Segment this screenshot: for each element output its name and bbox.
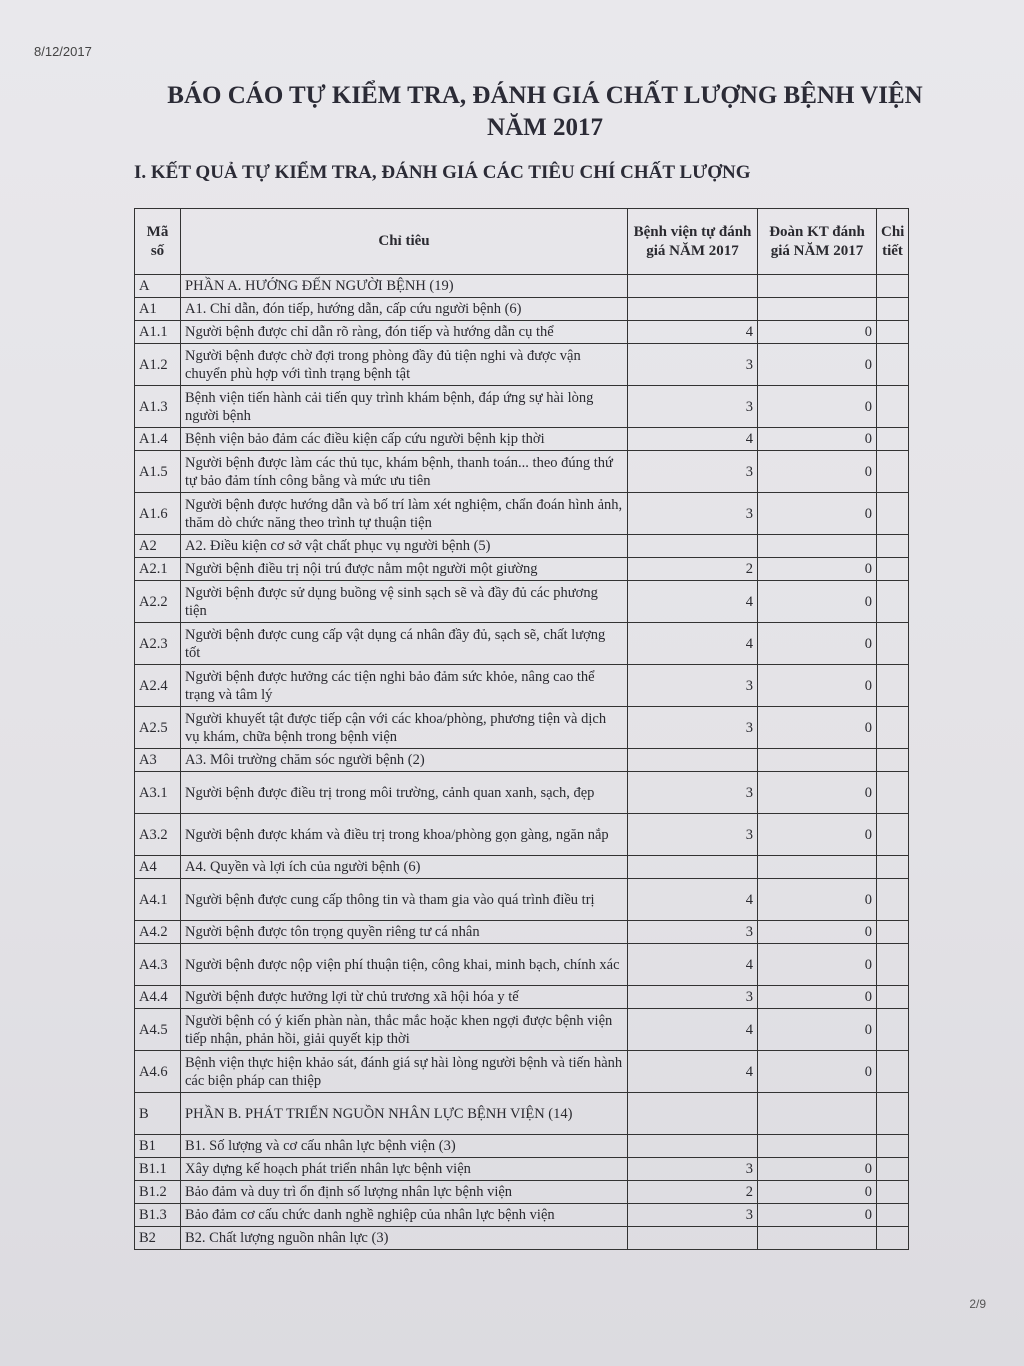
cell-team-eval: 0 bbox=[758, 707, 877, 749]
cell-team-eval: 0 bbox=[758, 428, 877, 451]
cell-team-eval bbox=[758, 1093, 877, 1135]
cell-criteria: Người bệnh được hưởng các tiện nghi bảo đảm sức khỏe, nâng cao thể trạng và tâm lý bbox=[181, 665, 628, 707]
cell-self-eval: 3 bbox=[628, 986, 758, 1009]
cell-team-eval: 0 bbox=[758, 493, 877, 535]
cell-self-eval: 4 bbox=[628, 1009, 758, 1051]
cell-detail bbox=[877, 1181, 909, 1204]
cell-criteria: Người bệnh được sử dụng buồng vệ sinh sạch sẽ và đầy đủ các phương tiện bbox=[181, 581, 628, 623]
cell-self-eval bbox=[628, 1227, 758, 1250]
cell-team-eval: 0 bbox=[758, 879, 877, 921]
criteria-table bbox=[134, 208, 909, 1250]
cell-team-eval: 0 bbox=[758, 558, 877, 581]
cell-criteria: A2. Điều kiện cơ sở vật chất phục vụ người bệnh (5) bbox=[181, 535, 628, 558]
cell-self-eval: 3 bbox=[628, 451, 758, 493]
cell-criteria: A3. Môi trường chăm sóc người bệnh (2) bbox=[181, 749, 628, 772]
cell-detail bbox=[877, 581, 909, 623]
cell-self-eval: 3 bbox=[628, 921, 758, 944]
cell-detail bbox=[877, 1227, 909, 1250]
cell-detail bbox=[877, 428, 909, 451]
table-row bbox=[135, 921, 909, 944]
cell-self-eval bbox=[628, 535, 758, 558]
table-row bbox=[135, 856, 909, 879]
table-row bbox=[135, 749, 909, 772]
cell-team-eval: 0 bbox=[758, 623, 877, 665]
cell-code: A1.5 bbox=[135, 451, 181, 493]
table-row bbox=[135, 1158, 909, 1181]
cell-self-eval: 2 bbox=[628, 1181, 758, 1204]
cell-code: B bbox=[135, 1093, 181, 1135]
cell-code: A4.5 bbox=[135, 1009, 181, 1051]
page-title bbox=[120, 80, 970, 144]
cell-criteria: Người bệnh điều trị nội trú được nằm một người một giường bbox=[181, 558, 628, 581]
table-row bbox=[135, 386, 909, 428]
cell-self-eval bbox=[628, 856, 758, 879]
cell-code: A3.2 bbox=[135, 814, 181, 856]
table-row bbox=[135, 1204, 909, 1227]
cell-detail bbox=[877, 493, 909, 535]
table-row bbox=[135, 558, 909, 581]
cell-criteria: B2. Chất lượng nguồn nhân lực (3) bbox=[181, 1227, 628, 1250]
cell-code: A4.1 bbox=[135, 879, 181, 921]
cell-criteria: Người bệnh được chỉ dẫn rõ ràng, đón tiếp và hướng dẫn cụ thể bbox=[181, 321, 628, 344]
cell-self-eval bbox=[628, 1093, 758, 1135]
cell-self-eval: 3 bbox=[628, 1158, 758, 1181]
table-row bbox=[135, 535, 909, 558]
cell-team-eval: 0 bbox=[758, 665, 877, 707]
cell-criteria: Người bệnh được hưởng lợi từ chủ trương xã hội hóa y tế bbox=[181, 986, 628, 1009]
cell-code: A2.5 bbox=[135, 707, 181, 749]
cell-team-eval: 0 bbox=[758, 1009, 877, 1051]
cell-team-eval: 0 bbox=[758, 944, 877, 986]
cell-criteria: Xây dựng kế hoạch phát triển nhân lực bệnh viện bbox=[181, 1158, 628, 1181]
cell-self-eval: 4 bbox=[628, 623, 758, 665]
cell-code: B1 bbox=[135, 1135, 181, 1158]
table-row bbox=[135, 581, 909, 623]
cell-team-eval bbox=[758, 749, 877, 772]
cell-detail bbox=[877, 1158, 909, 1181]
cell-team-eval: 0 bbox=[758, 1051, 877, 1093]
cell-team-eval: 0 bbox=[758, 1204, 877, 1227]
cell-detail bbox=[877, 386, 909, 428]
cell-team-eval: 0 bbox=[758, 321, 877, 344]
cell-detail bbox=[877, 707, 909, 749]
cell-detail bbox=[877, 665, 909, 707]
cell-code: B1.3 bbox=[135, 1204, 181, 1227]
cell-detail bbox=[877, 772, 909, 814]
cell-code: A4.4 bbox=[135, 986, 181, 1009]
cell-criteria: Người bệnh được hướng dẫn và bố trí làm xét nghiệm, chẩn đoán hình ảnh, thăm dò chức năng theo trình tự thuận tiện bbox=[181, 493, 628, 535]
cell-team-eval: 0 bbox=[758, 581, 877, 623]
cell-detail bbox=[877, 856, 909, 879]
cell-detail bbox=[877, 451, 909, 493]
cell-criteria: Bảo đảm cơ cấu chức danh nghề nghiệp của nhân lực bệnh viện bbox=[181, 1204, 628, 1227]
cell-self-eval: 3 bbox=[628, 344, 758, 386]
cell-detail bbox=[877, 558, 909, 581]
table-row bbox=[135, 772, 909, 814]
cell-criteria: Người bệnh được chờ đợi trong phòng đầy đủ tiện nghi và được vận chuyển phù hợp với tình trạng bệnh tật bbox=[181, 344, 628, 386]
table-row bbox=[135, 493, 909, 535]
print-date: 8/12/2017 bbox=[34, 44, 92, 59]
cell-team-eval: 0 bbox=[758, 814, 877, 856]
cell-criteria: B1. Số lượng và cơ cấu nhân lực bệnh viện (3) bbox=[181, 1135, 628, 1158]
table-row bbox=[135, 1051, 909, 1093]
cell-self-eval: 4 bbox=[628, 581, 758, 623]
col-header-team-eval: Đoàn KT đánh giá NĂM 2017 bbox=[758, 209, 877, 275]
cell-detail bbox=[877, 623, 909, 665]
cell-team-eval: 0 bbox=[758, 986, 877, 1009]
cell-criteria: Người bệnh được khám và điều trị trong khoa/phòng gọn gàng, ngăn nắp bbox=[181, 814, 628, 856]
cell-detail bbox=[877, 986, 909, 1009]
cell-self-eval: 4 bbox=[628, 944, 758, 986]
cell-criteria: Người bệnh được làm các thủ tục, khám bệnh, thanh toán... theo đúng thứ tự bảo đảm tính công bằng và mức ưu tiên bbox=[181, 451, 628, 493]
table-row bbox=[135, 298, 909, 321]
page-number: 2/9 bbox=[969, 1297, 986, 1311]
table-row bbox=[135, 1135, 909, 1158]
title-line-2: NĂM 2017 bbox=[487, 114, 603, 141]
cell-detail bbox=[877, 921, 909, 944]
cell-code: A2.4 bbox=[135, 665, 181, 707]
table-row bbox=[135, 944, 909, 986]
cell-code: A4.3 bbox=[135, 944, 181, 986]
table-row bbox=[135, 1227, 909, 1250]
table-row bbox=[135, 451, 909, 493]
cell-team-eval bbox=[758, 1135, 877, 1158]
cell-detail bbox=[877, 1204, 909, 1227]
cell-code: A2.3 bbox=[135, 623, 181, 665]
table-row bbox=[135, 321, 909, 344]
cell-team-eval: 0 bbox=[758, 772, 877, 814]
cell-criteria: Người bệnh được nộp viện phí thuận tiện, công khai, minh bạch, chính xác bbox=[181, 944, 628, 986]
cell-self-eval: 3 bbox=[628, 772, 758, 814]
cell-detail bbox=[877, 1135, 909, 1158]
cell-code: B2 bbox=[135, 1227, 181, 1250]
cell-criteria: PHẦN A. HƯỚNG ĐẾN NGƯỜI BỆNH (19) bbox=[181, 275, 628, 298]
cell-detail bbox=[877, 879, 909, 921]
cell-self-eval bbox=[628, 749, 758, 772]
cell-code: A bbox=[135, 275, 181, 298]
cell-team-eval bbox=[758, 1227, 877, 1250]
table-row bbox=[135, 665, 909, 707]
cell-code: A1 bbox=[135, 298, 181, 321]
table-row bbox=[135, 814, 909, 856]
cell-code: A3 bbox=[135, 749, 181, 772]
cell-code: A1.1 bbox=[135, 321, 181, 344]
cell-criteria: Người bệnh được cung cấp thông tin và tham gia vào quá trình điều trị bbox=[181, 879, 628, 921]
cell-code: A4 bbox=[135, 856, 181, 879]
title-line-1: BÁO CÁO TỰ KIỂM TRA, ĐÁNH GIÁ CHẤT LƯỢNG BỆNH VIỆN bbox=[167, 82, 923, 109]
cell-criteria: Bệnh viện tiến hành cải tiến quy trình khám bệnh, đáp ứng sự hài lòng người bệnh bbox=[181, 386, 628, 428]
cell-detail bbox=[877, 1093, 909, 1135]
cell-self-eval: 4 bbox=[628, 321, 758, 344]
cell-code: A4.6 bbox=[135, 1051, 181, 1093]
cell-code: A1.6 bbox=[135, 493, 181, 535]
cell-criteria: Người bệnh được tôn trọng quyền riêng tư cá nhân bbox=[181, 921, 628, 944]
cell-self-eval: 3 bbox=[628, 665, 758, 707]
table-row bbox=[135, 275, 909, 298]
cell-team-eval: 0 bbox=[758, 344, 877, 386]
cell-code: A2.1 bbox=[135, 558, 181, 581]
cell-self-eval: 4 bbox=[628, 1051, 758, 1093]
cell-self-eval: 2 bbox=[628, 558, 758, 581]
cell-detail bbox=[877, 535, 909, 558]
cell-code: A2 bbox=[135, 535, 181, 558]
cell-self-eval: 3 bbox=[628, 707, 758, 749]
cell-detail bbox=[877, 275, 909, 298]
cell-self-eval: 3 bbox=[628, 386, 758, 428]
cell-detail bbox=[877, 344, 909, 386]
cell-self-eval: 4 bbox=[628, 879, 758, 921]
table-row bbox=[135, 623, 909, 665]
section-heading: I. KẾT QUẢ TỰ KIỂM TRA, ĐÁNH GIÁ CÁC TIÊU CHÍ CHẤT LƯỢNG bbox=[134, 162, 751, 183]
cell-team-eval bbox=[758, 856, 877, 879]
table-row bbox=[135, 1009, 909, 1051]
cell-criteria: Người bệnh được cung cấp vật dụng cá nhân đầy đủ, sạch sẽ, chất lượng tốt bbox=[181, 623, 628, 665]
table-header-row bbox=[135, 209, 909, 275]
cell-team-eval: 0 bbox=[758, 1181, 877, 1204]
col-header-detail: Chi tiết bbox=[877, 209, 909, 275]
col-header-self-eval: Bệnh viện tự đánh giá NĂM 2017 bbox=[628, 209, 758, 275]
cell-code: A1.2 bbox=[135, 344, 181, 386]
cell-detail bbox=[877, 1009, 909, 1051]
table-row bbox=[135, 1093, 909, 1135]
cell-detail bbox=[877, 944, 909, 986]
cell-detail bbox=[877, 321, 909, 344]
cell-self-eval: 3 bbox=[628, 814, 758, 856]
cell-criteria: Người khuyết tật được tiếp cận với các khoa/phòng, phương tiện và dịch vụ khám, chữa bệnh trong bệnh viện bbox=[181, 707, 628, 749]
table-row bbox=[135, 986, 909, 1009]
cell-code: A1.3 bbox=[135, 386, 181, 428]
cell-criteria: PHẦN B. PHÁT TRIỂN NGUỒN NHÂN LỰC BỆNH VIỆN (14) bbox=[181, 1093, 628, 1135]
col-header-criteria: Chỉ tiêu bbox=[181, 209, 628, 275]
cell-team-eval: 0 bbox=[758, 386, 877, 428]
cell-self-eval: 3 bbox=[628, 493, 758, 535]
cell-code: A1.4 bbox=[135, 428, 181, 451]
table-row bbox=[135, 879, 909, 921]
cell-criteria: Người bệnh được điều trị trong môi trường, cảnh quan xanh, sạch, đẹp bbox=[181, 772, 628, 814]
cell-self-eval bbox=[628, 298, 758, 321]
cell-team-eval: 0 bbox=[758, 1158, 877, 1181]
cell-code: A4.2 bbox=[135, 921, 181, 944]
cell-self-eval: 4 bbox=[628, 428, 758, 451]
cell-team-eval: 0 bbox=[758, 921, 877, 944]
cell-detail bbox=[877, 1051, 909, 1093]
cell-self-eval bbox=[628, 1135, 758, 1158]
col-header-code: Mã số bbox=[135, 209, 181, 275]
table-row bbox=[135, 344, 909, 386]
cell-detail bbox=[877, 814, 909, 856]
cell-criteria: Người bệnh có ý kiến phàn nàn, thắc mắc hoặc khen ngợi được bệnh viện tiếp nhận, phản hồi, giải quyết kịp thời bbox=[181, 1009, 628, 1051]
cell-self-eval bbox=[628, 275, 758, 298]
cell-code: A3.1 bbox=[135, 772, 181, 814]
cell-criteria: Bệnh viện thực hiện khảo sát, đánh giá sự hài lòng người bệnh và tiến hành các biện pháp can thiệp bbox=[181, 1051, 628, 1093]
cell-criteria: A1. Chỉ dẫn, đón tiếp, hướng dẫn, cấp cứu người bệnh (6) bbox=[181, 298, 628, 321]
cell-detail bbox=[877, 749, 909, 772]
cell-criteria: Bệnh viện bảo đảm các điều kiện cấp cứu người bệnh kịp thời bbox=[181, 428, 628, 451]
cell-code: B1.2 bbox=[135, 1181, 181, 1204]
cell-criteria: A4. Quyền và lợi ích của người bệnh (6) bbox=[181, 856, 628, 879]
cell-team-eval bbox=[758, 535, 877, 558]
cell-code: A2.2 bbox=[135, 581, 181, 623]
cell-code: B1.1 bbox=[135, 1158, 181, 1181]
cell-team-eval: 0 bbox=[758, 451, 877, 493]
cell-criteria: Bảo đảm và duy trì ổn định số lượng nhân lực bệnh viện bbox=[181, 1181, 628, 1204]
cell-detail bbox=[877, 298, 909, 321]
table-row bbox=[135, 1181, 909, 1204]
cell-team-eval bbox=[758, 298, 877, 321]
cell-self-eval: 3 bbox=[628, 1204, 758, 1227]
cell-team-eval bbox=[758, 275, 877, 298]
table-row bbox=[135, 428, 909, 451]
table-row bbox=[135, 707, 909, 749]
